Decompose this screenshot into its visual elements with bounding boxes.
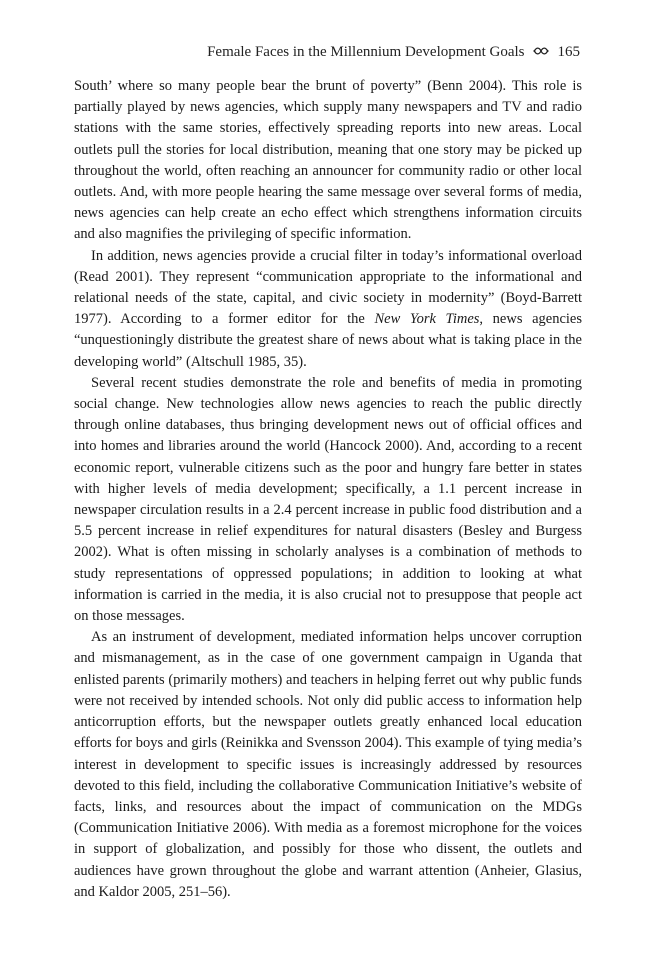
paragraph-text: Several recent studies demonstrate the role and benefits of media in promoting social change. New technologies allow news agencies to reach the public directly through online databases, thus bringing development news out of official offices and into homes and libraries around the world (Hancock 2000). And, according to a recent economic report, vulnerable citizens such as the poor and hungry fare better in states with higher levels of media development; specifically, a 1.1 percent increase in newspaper circulation results in a 2.4 percent increase in public food distribution and a 5.5 percent increase in relief expenditures for natural disasters (Besley and Burgess 2002). What is often missing in scholarly analyses is a combination of methods to study representations of oppressed populations; in addition to looking at what information is carried in the media, it is also crucial not to presuppose that people act on those messages. (74, 374, 582, 625)
paragraph-text: South’ where so many people bear the brunt of poverty” (Benn 2004). This role is partially played by news agencies, which supply many newspapers and TV and radio stations with the same stories, effectively spreading reports into new areas. Local outlets pull the stories for local distribution, meaning that one story may be picked up throughout the world, often reaching an announcer for community radio or other local outlets. And, with more people hearing the same message over several forms of media, news agencies can help create an echo effect which strengthens information circuits and also magnifies the privileging of specific information. (74, 78, 582, 243)
paragraph (74, 246, 582, 373)
paragraph (74, 627, 582, 903)
paragraph (74, 373, 582, 627)
fleuron-icon (533, 46, 549, 56)
page-number: 165 (557, 44, 580, 60)
paragraph-text: In addition, news agencies provide a crucial filter in today’s informational overload (Read 2001). They represent “communication appropriate to the informational and relational needs of the state, capital, and civic society in modernity” (Boyd-Barrett 1977). According to a former editor for the (74, 247, 582, 328)
running-head (207, 44, 580, 61)
paragraph-text: , news agencies “unquestioningly distribute the greatest share of news about what is taking place in the developing world” (Altschull 1985, 35). (74, 311, 582, 370)
body-text (74, 76, 582, 903)
italic-title: New York Times (374, 311, 480, 328)
paragraph (74, 76, 582, 246)
running-title: Female Faces in the Millennium Development Goals (207, 44, 525, 60)
paragraph-text: As an instrument of development, mediated information helps uncover corruption and mismanagement, as in the case of one government campaign in Uganda that enlisted parents (primarily mothers) and teachers in helping ferret out why public funds were not received by intended schools. Not only did public access to information help anticorruption efforts, but the newspaper outlets greatly enhanced local education efforts for boys and girls (Reinikka and Svensson 2004). This example of tying media’s interest in development to specific issues is increasingly addressed by resources devoted to this field, including the collaborative Communication Initiative’s website of facts, links, and resources about the impact of communication on the MDGs (Communication Initiative 2006). With media as a foremost microphone for the voices in support of globalization, and possibly for those who dissent, the outlets and audiences have grown throughout the globe and warrant attention (Anheier, Glasius, and Kaldor 2005, 251–56). (74, 629, 582, 900)
